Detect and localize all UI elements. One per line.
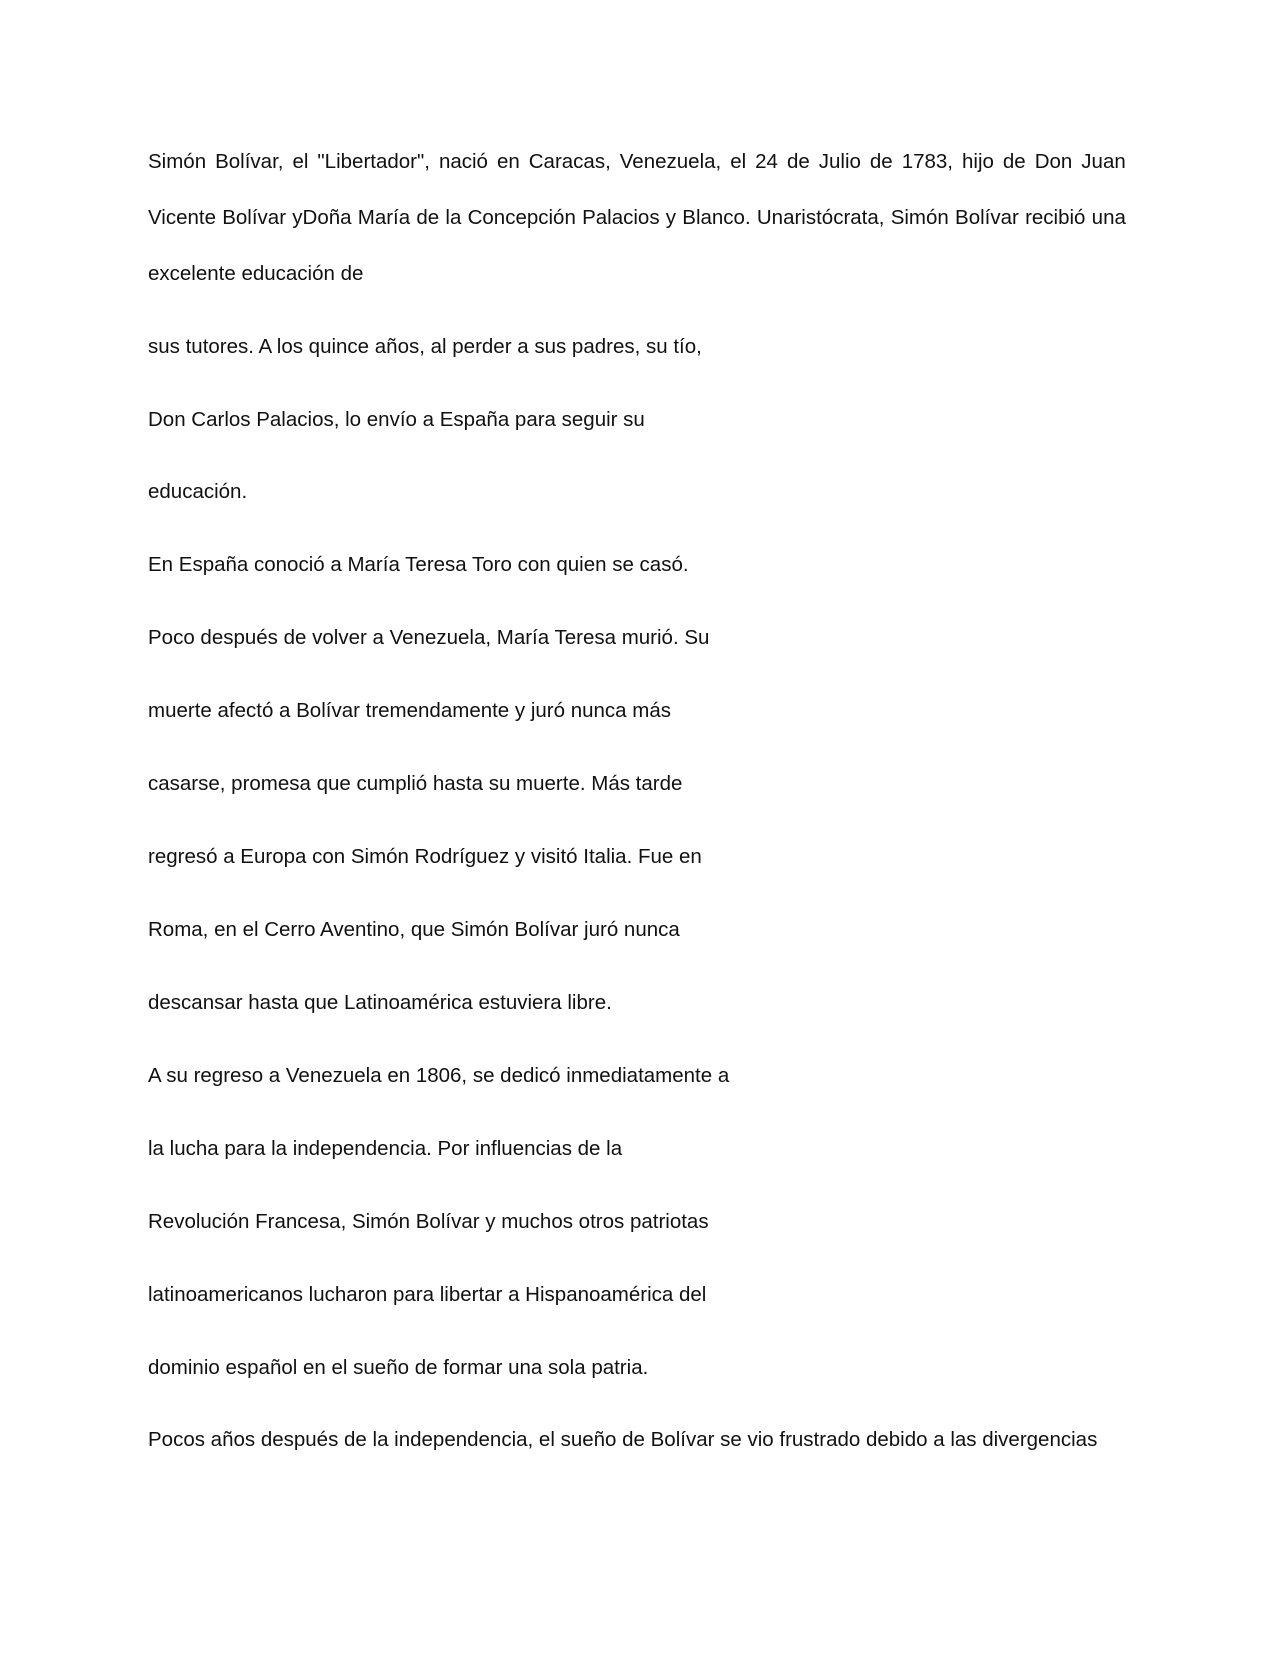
text-line: educación. [148, 480, 248, 503]
text-line: latinoamericanos lucharon para libertar a Hispanoamérica del [148, 1283, 707, 1306]
text-line: Roma, en el Cerro Aventino, que Simón Bolívar juró nunca [148, 918, 680, 941]
word: de [869, 150, 893, 173]
word: recibió [1025, 206, 1086, 229]
word: Simón [890, 206, 949, 229]
word: en [496, 150, 520, 173]
text-line-3: excelente educación de [148, 262, 364, 285]
word: Don [1034, 150, 1073, 173]
word: el [292, 150, 309, 173]
word: hijo [962, 150, 994, 173]
word: Concepción [467, 206, 576, 229]
word: de [1002, 150, 1026, 173]
word: una [1091, 206, 1126, 229]
word: y [665, 206, 677, 229]
word: la [445, 206, 462, 229]
text-line: A su regreso a Venezuela en 1806, se dedicó inmediatamente a [148, 1064, 730, 1087]
word: Vicente [148, 206, 217, 229]
word: María [357, 206, 411, 229]
word: Julio [818, 150, 861, 173]
text-line: muerte afectó a Bolívar tremendamente y juró nunca más [148, 699, 672, 722]
text-line: Pocos años después de la independencia, el sueño de Bolívar se vio frustrado debido a las divergencias [148, 1428, 1098, 1451]
text-line: Revolución Francesa, Simón Bolívar y muchos otros patriotas [148, 1210, 709, 1233]
word: 1783, [901, 150, 954, 173]
word: 24 [755, 150, 778, 173]
word: Blanco. [682, 206, 751, 229]
word: Bolívar [955, 206, 1019, 229]
text-line: regresó a Europa con Simón Rodríguez y visitó Italia. Fue en [148, 845, 702, 868]
text-line: En España conoció a María Teresa Toro con quien se casó. [148, 553, 689, 576]
text-line: descansar hasta que Latinoamérica estuviera libre. [148, 991, 612, 1014]
word: Venezuela, [619, 150, 722, 173]
word: nació [438, 150, 488, 173]
text-line: la lucha para la independencia. Por influencias de la [148, 1137, 623, 1160]
text-line: casarse, promesa que cumplió hasta su muerte. Más tarde [148, 772, 683, 795]
word: de [786, 150, 810, 173]
text-line: sus tutores. A los quince años, al perder a sus padres, su tío, [148, 335, 702, 358]
word: de [416, 206, 440, 229]
text-line-justified-1 [148, 148, 1126, 176]
word: Palacios [582, 206, 660, 229]
word: Caracas, [528, 150, 611, 173]
word: Bolívar, [215, 150, 284, 173]
text-line: dominio español en el sueño de formar una sola patria. [148, 1356, 649, 1379]
word: el [730, 150, 747, 173]
word: Unaristócrata, [756, 206, 885, 229]
text-line: Don Carlos Palacios, lo envío a España para seguir su [148, 408, 645, 431]
word: "Libertador", [317, 150, 430, 173]
text-line: Poco después de volver a Venezuela, María Teresa murió. Su [148, 626, 710, 649]
word: yDoña [292, 206, 352, 229]
text-line-justified-2 [148, 204, 1126, 232]
word: Bolívar [222, 206, 287, 229]
word: Juan [1081, 150, 1126, 173]
word: Simón [148, 150, 207, 173]
